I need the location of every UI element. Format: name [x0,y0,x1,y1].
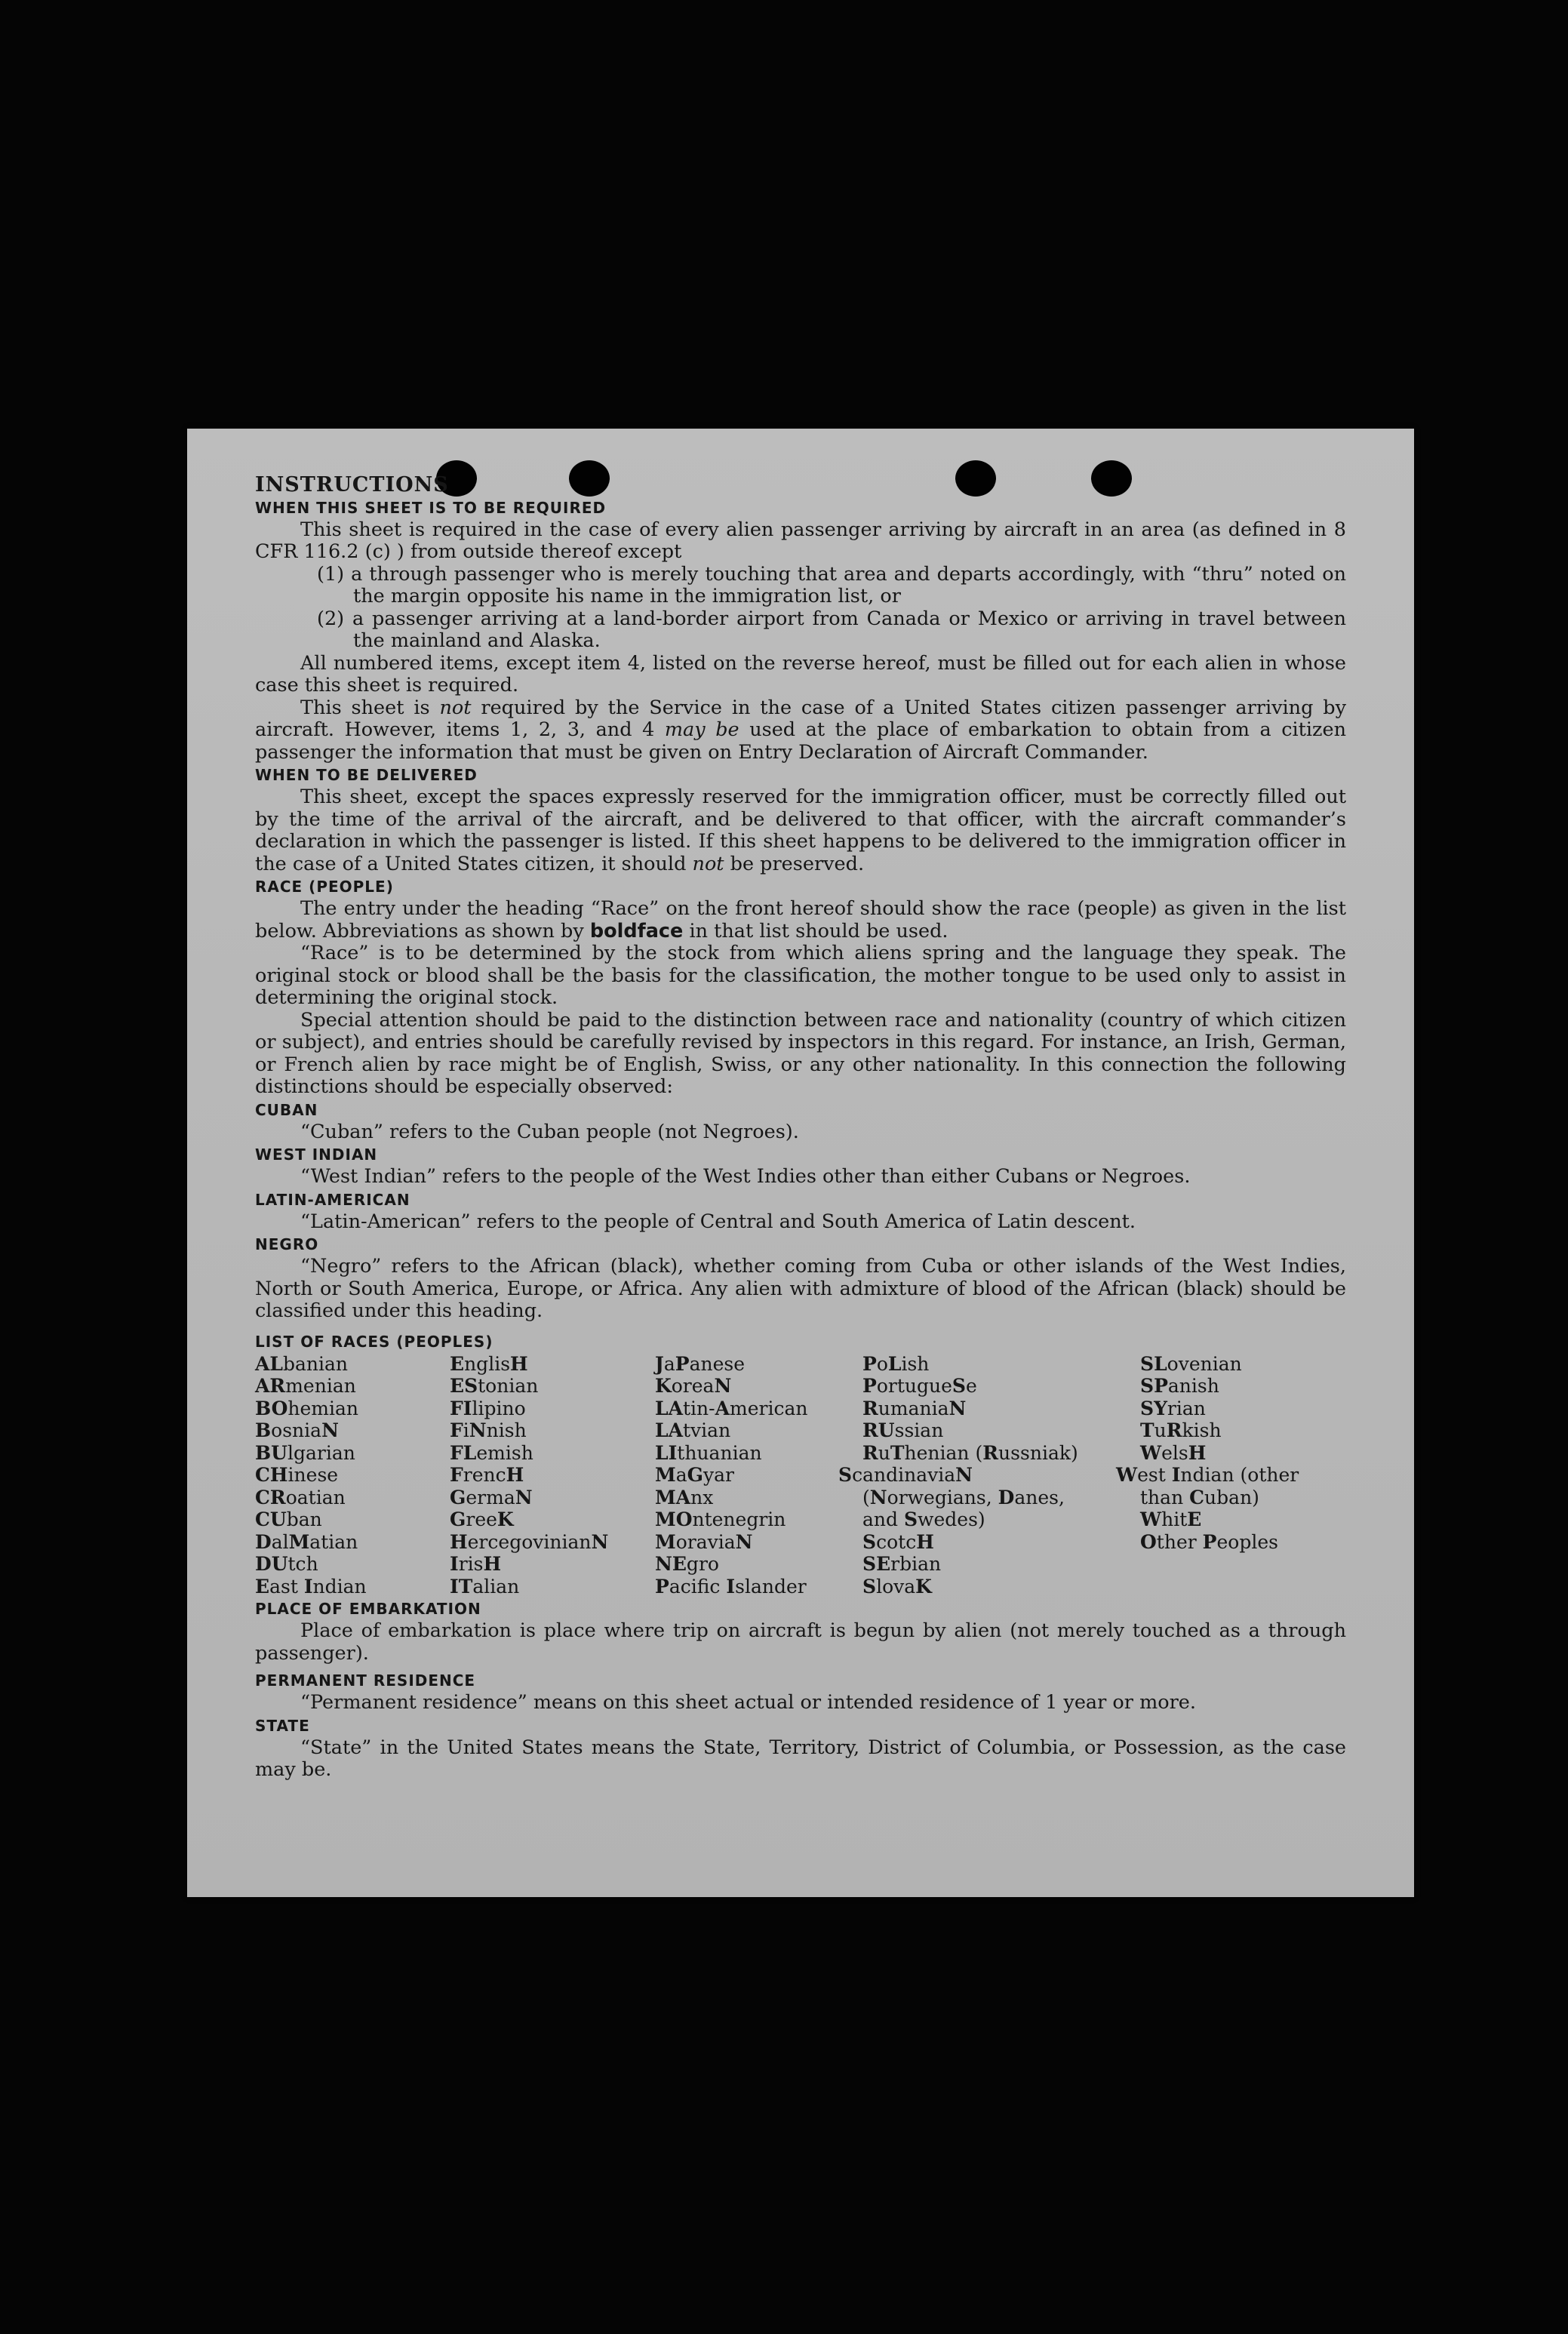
list-item: ITalian [450,1575,520,1598]
instruction-sheet [187,429,1414,1897]
list-item: PoLish [862,1352,930,1375]
list-item: NEgro [655,1553,719,1575]
list-item: CUban [255,1508,322,1530]
list-item: JaPanese [655,1352,746,1375]
races-column-3 [655,1353,862,1598]
heading-race: RACE (PEOPLE) [255,878,394,896]
paragraph: “Race” is to be determined by the stock from which aliens spring and the language they speak. The original stock or blood shall be the basis for the classification, the mother tongue to be used only to assist in determining the original stock. [255,942,1346,1009]
paragraph: “Latin-American” refers to the people of Central and South America of Latin descent. [300,1210,1136,1233]
heading-state: STATE [255,1716,310,1735]
list-item: EStonian [450,1375,539,1397]
paragraph: The entry under the heading “Race” on the front hereof should show the race (people) as given in the list below. Abbreviations as shown by boldface in that list should be used. [255,897,1346,943]
list-item: WhitE [1140,1508,1202,1530]
paragraph: This sheet is required in the case of every alien passenger arriving by aircraft in an area (as defined in 8 CFR 116.2 (c) ) from outside thereof except [255,518,1346,563]
exception-item-2: (2) a passenger arriving at a land-border airport from Canada or Mexico or arriving in travel between the mainland and Alaska. [317,607,1346,652]
list-item: SLovenian [1140,1352,1242,1375]
list-item: SErbian [862,1553,942,1575]
paragraph: “Permanent residence” means on this sheet actual or intended residence of 1 year or more. [300,1691,1196,1714]
heading-when-delivered: WHEN TO BE DELIVERED [255,766,478,784]
list-item: ScandinaviaN (Norwegians, Danes, and Swedes) [838,1464,1065,1530]
list-item: SlovaK [862,1575,932,1598]
list-item: IrisH [450,1553,502,1575]
paragraph: All numbered items, except item 4, listed on the reverse hereof, must be filled out for each alien in whose case this sheet is required. [255,651,1346,697]
races-column-2 [450,1353,655,1598]
list-item: EnglisH [450,1352,528,1375]
heading-when-required: WHEN THIS SHEET IS TO BE REQUIRED [255,498,607,517]
list-item: BosniaN [255,1419,339,1441]
paragraph: “State” in the United States means the State, Territory, District of Columbia, or Possession, as the case may be. [255,1736,1346,1781]
list-item: PortugueSe [862,1375,977,1397]
list-item: FLemish [450,1441,533,1464]
races-list [255,1353,1346,1598]
list-item: WelsH [1140,1441,1207,1464]
heading-place-of-embarkation: PLACE OF EMBARKATION [255,1600,481,1618]
list-item: HercegovinianN [450,1530,609,1553]
list-item: LAtvian [655,1419,731,1441]
list-item: FIlipino [450,1397,526,1419]
heading-west-indian: WEST INDIAN [255,1145,378,1164]
list-item: ARmenian [255,1375,356,1397]
list-item: SPanish [1140,1375,1219,1397]
paragraph: This sheet is not required by the Service in the case of a United States citizen passenger arriving by aircraft. However, items 1, 2, 3, and 4 may be used at the place of embarkation to obtain from a citizen passenger the information that must be given on Entry Declaration of Aircraft Commander. [255,696,1347,764]
list-item: GermaN [450,1486,533,1508]
list-item: West Indian (other than Cuban) [1116,1464,1299,1508]
page-title: INSTRUCTIONS [255,473,449,497]
list-item: LAtin-American [655,1397,808,1419]
races-column-4 [838,1352,1140,1598]
list-item: DUtch [255,1553,318,1575]
list-item: SYrian [1140,1397,1206,1419]
heading-permanent-residence: PERMANENT RESIDENCE [255,1671,476,1690]
list-item: MoraviaN [655,1530,753,1553]
paragraph: Special attention should be paid to the distinction between race and nationality (country of which citizen or subject), and entries should be carefully revised by inspectors in this regard. For instance, an Irish, German, or French alien by race might be of English, Swiss, or any other nationality. In this connection the following distinctions should be especially observed: [255,1008,1346,1098]
paragraph: Place of embarkation is place where trip on aircraft is begun by alien (not merely touched as a through passenger). [255,1619,1346,1665]
list-item: RUssian [862,1419,944,1441]
list-item: MaGyar [655,1464,734,1486]
list-item: MAnx [655,1486,714,1508]
races-column-5 [1116,1352,1359,1598]
paragraph: “West Indian” refers to the people of the West Indies other than either Cubans or Negroes. [300,1165,1191,1188]
list-item: BOhemian [255,1397,359,1419]
races-column-1 [255,1353,450,1598]
heading-latin-american: LATIN-AMERICAN [255,1190,410,1209]
list-item: ALbanian [255,1352,349,1375]
list-item: KoreaN [655,1375,732,1397]
list-item: Pacifc Islander [655,1575,807,1598]
list-item: BUlgarian [255,1441,355,1464]
heading-negro: NEGRO [255,1235,319,1253]
heading-list-of-races: LIST OF RACES (PEOPLES) [255,1332,493,1351]
list-item: East Indian [255,1575,367,1598]
list-item: CRoatian [255,1486,346,1508]
list-item: Other Peoples [1140,1530,1278,1553]
exception-item-1: (1) a through passenger who is merely touching that area and departs accordingly, with “thru” noted on the margin opposite his name in the immigration list, or [317,562,1346,607]
list-item: DalMatian [255,1530,358,1553]
list-item: FrencH [450,1464,524,1486]
list-item: TuRkish [1140,1419,1222,1441]
list-item: CHinese [255,1464,339,1486]
heading-cuban: CUBAN [255,1100,318,1119]
list-item: LIthuanian [655,1441,762,1464]
list-item: RumaniaN [862,1397,967,1419]
instructions-content [255,474,1346,1782]
paragraph: This sheet, except the spaces expressly reserved for the immigration officer, must be correctly filled out by the time of the arrival of the aircraft, and be delivered to that officer, with the aircraft commander’s declaration in which the passenger is listed. If this sheet happens to be delivered to the immigration officer in the case of a United States citizen, it should not be preserved. [255,786,1346,875]
paragraph: “Cuban” refers to the Cuban people (not Negroes). [300,1120,799,1143]
list-item: GreeK [450,1508,514,1530]
list-item: MOntenegrin [655,1508,786,1530]
list-item: RuThenian (Russniak) [862,1441,1078,1464]
list-item: ScotcH [862,1530,934,1553]
paragraph: “Negro” refers to the African (black), whether coming from Cuba or other islands of the West Indies, North or South America, Europe, or Africa. Any alien with admixture of blood of the African (black) should be classified under this heading. [255,1255,1346,1322]
list-item: FiNnish [450,1419,527,1441]
